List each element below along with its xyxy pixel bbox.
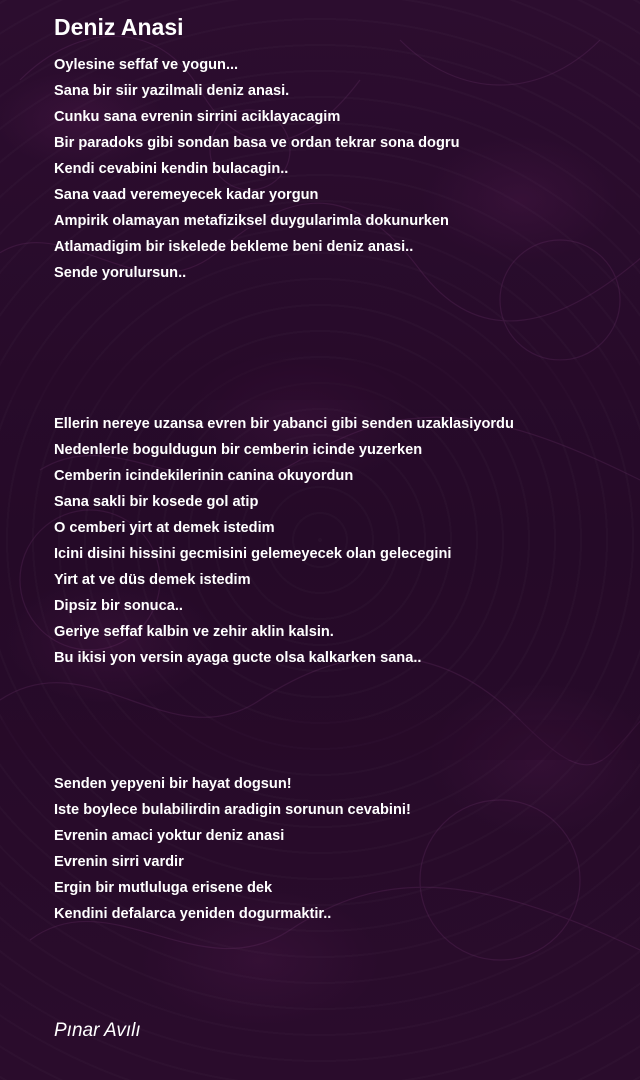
poem-line: Sana sakli bir kosede gol atip [54,494,259,510]
poem-line: Evrenin amaci yoktur deniz anasi [54,828,285,844]
poem-line: Bu ikisi yon versin ayaga gucte olsa kalkarken sana.. [54,650,422,666]
poem-line: Iste boylece bulabilirdin aradigin sorunun cevabini! [54,802,411,818]
poem-line: Atlamadigim bir iskelede bekleme beni deniz anasi.. [54,239,414,255]
poem-title: Deniz Anasi [54,14,184,40]
poem-line: Cunku sana evrenin sirrini aciklayacagim [54,109,341,125]
poem-line: Ergin bir mutluluga erisene dek [54,880,273,896]
poem-line: Kendi cevabini kendin bulacagin.. [54,161,289,177]
stanza-band-1 [0,360,640,400]
poem-line: Dipsiz bir sonuca.. [54,598,183,614]
poem-line: Geriye seffaf kalbin ve zehir aklin kalsin. [54,624,334,640]
stanza-2 [54,411,624,671]
poem-line: Sana vaad veremeyecek kadar yorgun [54,187,319,203]
poem-line: Senden yepyeni bir hayat dogsun! [54,776,292,792]
poem-line: O cemberi yirt at demek istedim [54,520,275,536]
poem-line: Oylesine seffaf ve yogun... [54,57,239,73]
poem-line: Ampirik olamayan metafiziksel duygularimla dokunurken [54,213,449,229]
poem-line: Evrenin sirri vardir [54,854,184,870]
poem-line: Ellerin nereye uzansa evren bir yabanci gibi senden uzaklasiyordu [54,416,514,432]
stanza-1 [54,52,624,286]
poem-line: Cemberin icindekilerinin canina okuyordun [54,468,354,484]
stanza-band-2 [0,720,640,760]
poem-line: Sende yorulursun.. [54,265,187,281]
poem-line: Bir paradoks gibi sondan basa ve ordan tekrar sona dogru [54,135,460,151]
poem-line: Icini disini hissini gecmisini gelemeyecek olan gelecegini [54,546,452,562]
poem-author: Pınar Avılı [54,1020,141,1041]
poem-line: Nedenlerle boguldugun bir cemberin icinde yuzerken [54,442,423,458]
stanza-3 [54,771,624,927]
poem-line: Yirt at ve düs demek istedim [54,572,251,588]
poem-line: Kendini defalarca yeniden dogurmaktir.. [54,906,332,922]
poem-line: Sana bir siir yazilmali deniz anasi. [54,83,290,99]
